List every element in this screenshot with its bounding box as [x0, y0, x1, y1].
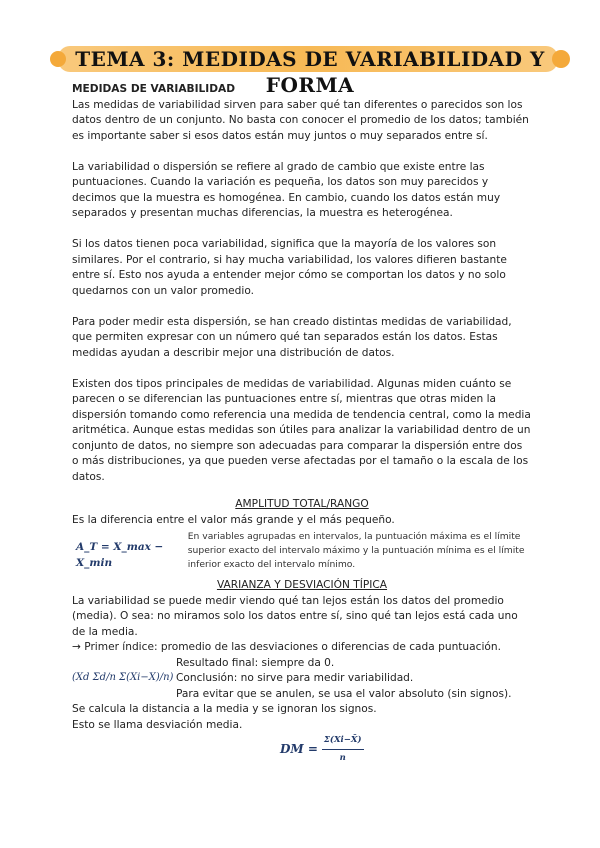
- page-title: TEMA 3: MEDIDAS DE VARIABILIDAD Y FORMA: [75, 47, 545, 97]
- first-index: → Primer índice: promedio de las desviaciones o diferencias de cada puntuación.: [72, 641, 501, 653]
- dm-lhs: DM =: [280, 741, 318, 756]
- dm-denominator: n: [339, 752, 346, 763]
- index-note: Conclusión: no sirve para medir variabilidad.: [176, 672, 414, 684]
- dm-formula: [280, 733, 364, 766]
- paragraph: Las medidas de variabilidad sirven para saber qué tan diferentes o parecidos son los datos dentro de un conjunto. No basta con conocer el promedio de los datos; también es importante saber si esos datos están muy juntos o muy separados entre sí.: [72, 98, 529, 142]
- amplitud-definition: Es la diferencia entre el valor más grande y el más pequeño.: [72, 513, 395, 526]
- index-notes: [176, 656, 511, 703]
- distance-line: Se calcula la distancia a la media y se ignoran los signos.: [72, 703, 377, 715]
- dm-numerator: Σ(Xi−X̄): [322, 733, 364, 750]
- amplitud-formula: A_T = X_max − X_min: [76, 541, 164, 569]
- document-body: [72, 82, 532, 766]
- paragraph: Si los datos tienen poca variabilidad, significa que la mayoría de los valores son similares. Por el contrario, si hay mucha variabilidad, los valores difieren bastante entre sí. Esto nos ayuda a entender mejor cómo se comportan los datos y no solo quedarnos con un valor promedio.: [72, 238, 507, 297]
- paragraph: La variabilidad o dispersión se refiere al grado de cambio que existe entre las puntuaciones. Cuando la variación es pequeña, los datos son muy parecidos y decimos que la muestra es homogénea. En cambio, cuando los datos están muy separados y presentan muchas diferencias, la muestra es heterogénea.: [72, 160, 501, 219]
- index-formula: (Xd Σd/n Σ(Xi−X)/n): [72, 671, 174, 683]
- index-note: Para evitar que se anulen, se usa el valor absoluto (sin signos).: [176, 687, 512, 700]
- amplitud-formula-row: [72, 530, 532, 572]
- paragraph: Existen dos tipos principales de medidas de variabilidad. Algunas miden cuánto se parecen o se diferencian las puntuaciones entre sí, mientras que otras miden la dispersión tomando como referencia una medida de tendencia central, como la media aritmética. Aunque estas medidas son útiles para analizar la variabilidad dentro de un conjunto de datos, no siempre son adecuadas para comparar la dispersión entre dos o más distribuciones, ya que pueden verse afectadas por el tamaño o la escala de los datos.: [72, 377, 531, 483]
- dm-formula-row: [72, 733, 532, 766]
- varianza-heading: VARIANZA Y DESVIACIÓN TÍPICA: [216, 579, 388, 591]
- dm-fraction: [322, 733, 364, 766]
- section-heading: MEDIDAS DE VARIABILIDAD: [72, 83, 236, 95]
- name-line: Esto se llama desviación media.: [72, 718, 243, 731]
- title-banner: [50, 42, 570, 97]
- paragraph: Para poder medir esta dispersión, se han creado distintas medidas de variabilidad, que permiten expresar con un número qué tan separados están los datos. Estas medidas ayudan a describir mejor una distribución de datos.: [72, 315, 512, 359]
- index-note: Resultado final: siempre da 0.: [176, 656, 335, 669]
- amplitud-note: En variables agrupadas en intervalos, la puntuación máxima es el límite superior exacto del intervalo máximo y la puntuación mínima es el límite inferior exacto del intervalo mínimo.: [187, 531, 525, 570]
- amplitud-heading: AMPLITUD TOTAL/RANGO: [235, 498, 369, 510]
- varianza-intro: La variabilidad se puede medir viendo qué tan lejos están los datos del promedio (media). O sea: no miramos solo los datos entre sí, sino qué tan lejos está cada uno de la media.: [72, 594, 518, 638]
- index-row: [72, 656, 532, 703]
